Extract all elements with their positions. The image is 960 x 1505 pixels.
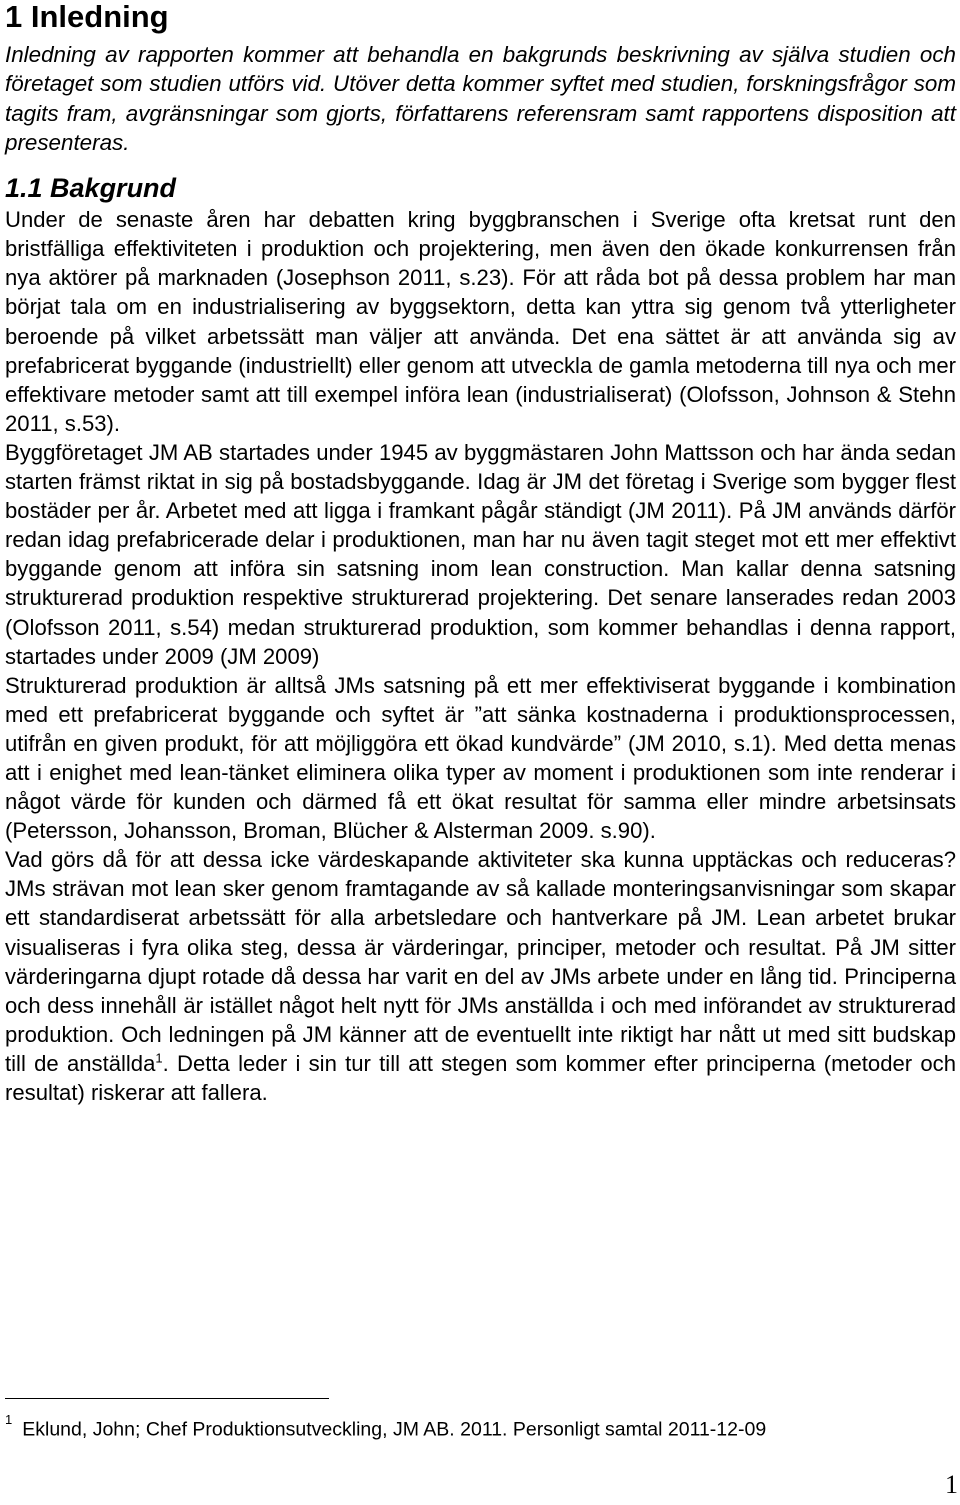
chapter-title: 1 Inledning — [5, 0, 169, 34]
footnote-text: Eklund, John; Chef Produktionsutveckling, JM AB. 2011. Personligt samtal 2011-12-09 — [22, 1418, 767, 1441]
page-number: 1 — [945, 1470, 958, 1499]
paragraph-background-3: Strukturerad produktion är alltså JMs satsning på ett mer effektiviserat byggande i kombination med ett prefabricerat byggande och syftet är ”att sänka kostnaderna i produktionsprocessen, utifrån en given produkt, för att möjliggöra ett ökad kundvärde” (JM 2010, s.1). Med detta menas att i enighet med lean-tänket eliminera olika typer av moment i produktionen som inte renderar i något värde för kunden och därmed få ett ökat resultat för samma eller mindre arbetsinsats (Petersson, Johansson, Broman, Blücher & Alsterman 2009. s.90). — [5, 672, 956, 844]
section-title: 1.1 Bakgrund — [5, 173, 177, 204]
chapter-intro: Inledning av rapporten kommer att behandla en bakgrunds beskrivning av själva studien och företaget som studien utförs vid. Utöver detta kommer syftet med studien, forskningsfrågor som tagits fram, avgränsningar som gjorts, författarens referensram samt rapportens disposition att presenteras. — [5, 42, 956, 155]
footnote-separator — [5, 1398, 329, 1399]
paragraph-background-4 — [5, 845, 956, 1107]
document-page — [5, 0, 957, 1441]
paragraph-background-2: Byggföretaget JM AB startades under 1945 av byggmästaren John Mattsson och har ända sedan starten främst riktat in sig på bostadsbyggande. Idag är JM det företag i Sverige som bygger flest bostäder per år. Arbetet med att ligga i framkant pågår ständigt (JM 2011). På JM används därför redan idag prefabricerade delar i produktionen, man har nu även tagit steget mot ett mer effektivt byggande genom att införa sin satsning inom lean construction. Man kallar denna satsning strukturerad produktion respektive strukturerad projektering. Det senare lanserades redan 2003 (Olofsson 2011, s.54) medan strukturerad produktion, som kommer behandlas i denna rapport, startades under 2009 (JM 2009) — [5, 439, 956, 669]
paragraph-4-text-before: Vad görs då för att dessa icke värdeskapande aktiviteter ska kunna upptäckas och reduceras? JMs strävan mot lean sker genom framtagande av så kallade monteringsanvisningar som skapar ett standardiserat arbetssätt för alla arbetsledare och hantverkare på JM. Lean arbetet brukar visualiseras i fyra olika steg, dessa är värderingar, principer, metoder och resultat. På JM sitter värderingarna djupt rotade då dessa har varit en del av JMs arbete under en lång tid. Principerna och dess innehåll är istället något helt nytt för JMs anställda i och med införandet av strukturerad produktion. Och ledningen på JM känner att de eventuellt inte riktigt har nått ut med sitt budskap till de anställda — [5, 847, 956, 1076]
paragraph-background-1: Under de senaste åren har debatten kring byggbranschen i Sverige ofta kretsat runt den bristfälliga effektiviteten i produktion och projektering, men även den ökade konkurrensen från nya aktörer på marknaden (Josephson 2011, s.23). För att råda bot på dessa problem har man börjat tala om en industrialisering av byggsektorn, detta kan yttra sig genom två ytterligheter beroende på vilket arbetssätt man väljer att använda. Det ena sättet är att använda sig av prefabricerat byggande (industriellt) eller genom att utveckla de gamla metoderna till nya och mer effektivare metoder samt att till exempel införa lean (industrialiserat) (Olofsson, Johnson & Stehn 2011, s.53). — [5, 207, 956, 436]
footnote-mark: 1 — [5, 1412, 13, 1427]
footnote — [5, 1412, 766, 1442]
paragraph-4-text-after: . Detta leder i sin tur till att stegen som kommer efter principerna (metoder och resultat) riskerar att fallera. — [5, 1050, 957, 1105]
footnote-reference[interactable]: 1 — [155, 1050, 163, 1066]
